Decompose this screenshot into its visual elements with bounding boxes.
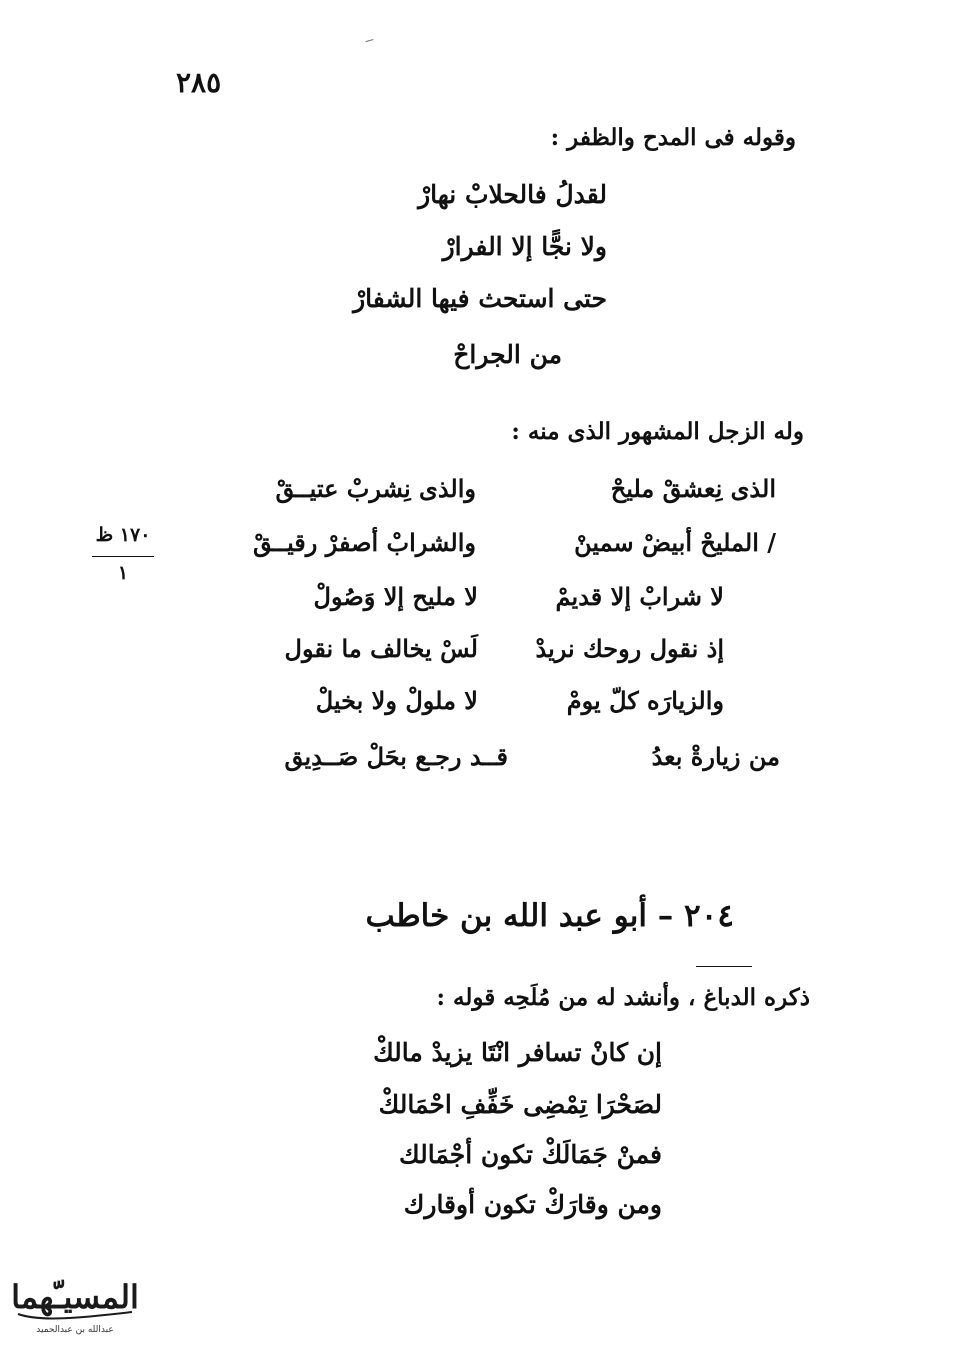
section1-verse-4: من الجراحْ [453,340,562,369]
library-stamp-logo [10,1268,140,1340]
zajal-row-5-left: لا ملولْ ولا بخيلْ [315,686,478,715]
zajal-row-4-left: لَسْ يخالف ما نقول [284,634,478,663]
scan-speck [365,39,374,46]
margin-folio-number: ١ [117,562,129,584]
zajal-row-6-left: قــد رجـع بحَلْ صَــدِيق [284,742,508,771]
section3-verse-1: إن كانْ تسافر انْتَا يزيدْ مالكْ [373,1038,662,1067]
heading-underline [696,966,752,967]
section2-intro: وله الزجل المشهور الذى منه : [511,418,804,445]
section1-intro: وقوله فى المدح والظفر : [550,124,796,151]
section3-verse-2: لصَحْرَا تِمْضِى خَفِّفِ احْمَالكْ [378,1090,662,1119]
zajal-row-2-right: / المليحْ أبيضْ سمينْ [574,528,776,557]
zajal-row-5-right: والزيارَه كلّ يومْ [566,686,724,715]
zajal-row-1-right: الذى نِعشقْ مليحْ [610,474,776,503]
zajal-row-1-left: والذى نِشربْ عتيــقْ [275,474,476,503]
page-number: ٢٨٥ [176,66,222,99]
section3-intro: ذكره الدباغ ، وأنشد له من مُلَحِه قوله : [436,984,810,1011]
zajal-row-6-right: من زيارةْ بعدُ [651,742,780,771]
section1-verse-3: حتى استحث فيها الشفارْ [353,284,607,313]
margin-divider [92,556,154,557]
section1-verse-1: لقدلُ فالحلابْ نهارْ [418,180,607,209]
zajal-row-3-left: لا مليح إلا وَصُولْ [313,582,478,611]
margin-folio-note: ١٧٠ ظ [95,524,151,546]
entry-heading: ٢٠٤ – أبو عبد الله بن خاطب [365,898,734,934]
svg-text:المسيـّهما: المسيـّهما [11,1278,139,1316]
zajal-row-3-right: لا شرابْ إلا قديمْ [555,582,724,611]
zajal-row-2-left: والشرابْ أصفرْ رقيــقْ [252,528,476,557]
section1-verse-2: ولا نجًّا إلا الفرارْ [442,232,607,261]
section3-verse-3: فمنْ جَمَالَكْ تكون أجْمَالك [399,1140,662,1169]
section3-verse-4: ومن وقارَكْ تكون أوقارك [403,1190,662,1219]
svg-text:عبدالله بن عبدالحميد: عبدالله بن عبدالحميد [36,1325,114,1335]
zajal-row-4-right: إذ نقول روحك نريدْ [535,634,724,663]
